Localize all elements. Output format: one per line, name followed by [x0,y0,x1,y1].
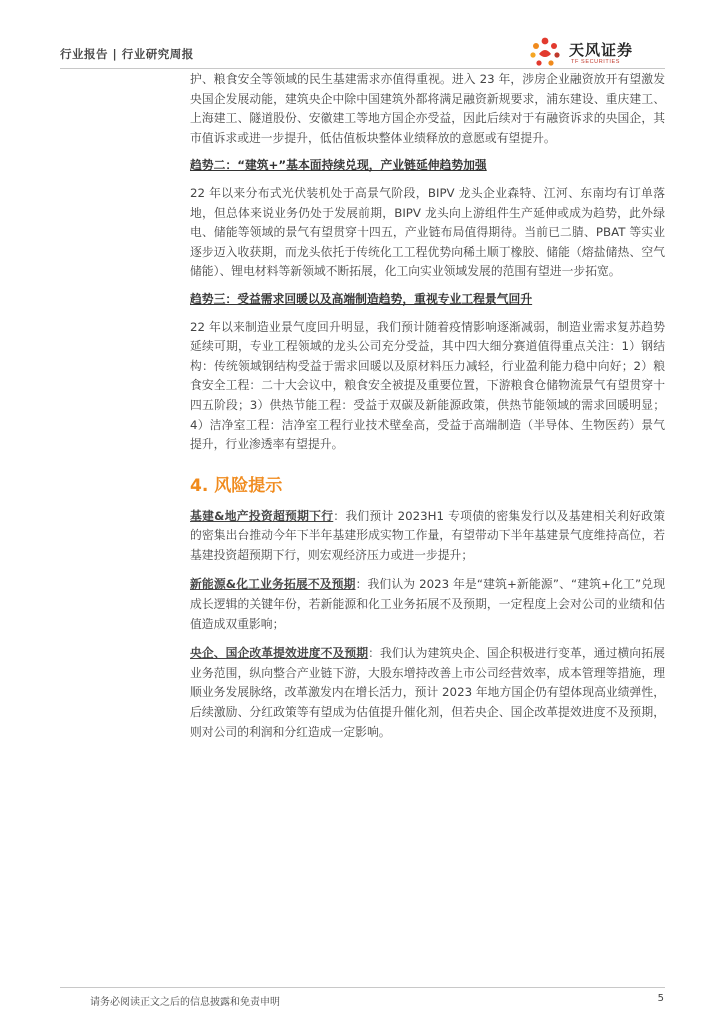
logo-chinese-name: 天风证券 [569,41,634,59]
risk-item-lead: 新能源&化工业务拓展不及预期 [190,577,356,592]
risk-item-lead: 基建&地产投资超预期下行 [190,508,334,523]
risk-item-new-energy [190,575,665,634]
risk-item-text: ：我们预计 2023H1 专项债的密集发行以及基建相关利好政策的密集出台推动今年下半年基建形成实物工作量，有望带动下半年基建景气度维持高位，若基建投资超预期下行，则宏观经济压力或进一步提升； [190,508,665,562]
risk-item-infrastructure [190,507,665,566]
disclaimer-note: 请务必阅读正文之后的信息披露和免责申明 [90,997,280,1008]
risk-item-lead: 央企、国企改革提效进度不及预期 [190,646,369,661]
trend-two-heading: 趋势二：“建筑+”基本面持续兑现，产业链延伸趋势加强 [190,158,487,173]
footer-divider [60,987,665,988]
report-category: 行业报告 | 行业研究周报 [60,47,194,61]
trend-three-heading: 趋势三：受益需求回暖以及高端制造趋势，重视专业工程景气回升 [190,291,533,306]
section-risk-title: 4. 风险提示 [190,475,283,496]
logo-english-name: TF SECURITIES [571,59,621,65]
risk-item-soe-reform [190,644,665,742]
page-number: 5 [657,993,664,1004]
main-content [190,70,665,742]
paragraph-housing-financing: 护、粮食安全等领域的民生基建需求亦值得重视。进入 23 年，涉房企业融资放开有望激发央国企发展动能，建筑央企中除中国建筑外都将满足融资新规要求，浦东建设、重庆建工、上海建工、隧道股份、安徽建工等地方国企亦受益，因此后续对于有融资诉求的央国企，其市值诉求或进一步提升，低估值板块整体业绩释放的意愿或有望提升。 [190,72,665,145]
risk-item-text: ：我们认为建筑央企、国企积极进行变革，通过横向拓展业务范围，纵向整合产业链下游，大股东增持改善上市公司经营效率，成本管理等措施，理顺业务发展脉络，改革激发内在增长活力，预计 2023 年地方国企仍有望体现高业绩弹性，后续激励、分红政策等有望成为估值提升催化剂，但若央企、国企改革提效进度不及预期，则对公司的利润和分红造成一定影响。 [190,646,665,739]
company-logo [525,36,665,70]
risk-item-text: ：我们认为 2023 年是“建筑+新能源”、“建筑+化工”兑现成长逻辑的关键年份，若新能源和化工业务拓展不及预期，一定程度上会对公司的业绩和估值造成双重影响； [190,577,665,631]
header-divider [60,68,665,69]
paragraph-trend-two: 22 年以来分布式光伏装机处于高景气阶段，BIPV 龙头企业森特、江河、东南均有订单落地，但总体来说业务仍处于发展前期，BIPV 龙头向上游组件生产延伸或成为趋势，此外绿电、储能等领域的景气有望贯穿十四五，产业链布局值得期待。当前已二腈、PBAT 等实业逐步迈入收获期，而龙头依托于传统化工工程优势向稀土顺丁橡胶、储能（熔盐储热、空气储能）、锂电材料等新领域不断拓展，化工向实业领域发展的范围有望进一步拓宽。 [190,185,665,279]
paragraph-trend-three: 22 年以来制造业景气度回升明显，我们预计随着疫情影响逐渐减弱，制造业需求复苏趋势延续可期，专业工程领域的龙头公司充分受益，其中四大细分赛道值得重点关注：1）钢结构：传统领域钢结构受益于需求回暖以及原材料压力减轻，行业盈利能力稳中向好；2）粮食安全工程：二十大会议中，粮食安全被提及重要位置，下游粮食仓储物流景气有望贯穿十四五阶段；3）供热节能工程：受益于双碳及新能源政策，供热节能领域的需求回暖明显；4）洁净室工程：洁净室工程行业技术壁垒高，受益于高端制造（半导体、生物医药）景气提升，行业渗透率有望提升。 [190,319,665,452]
page-header [60,36,665,68]
logo-icon [525,36,565,70]
